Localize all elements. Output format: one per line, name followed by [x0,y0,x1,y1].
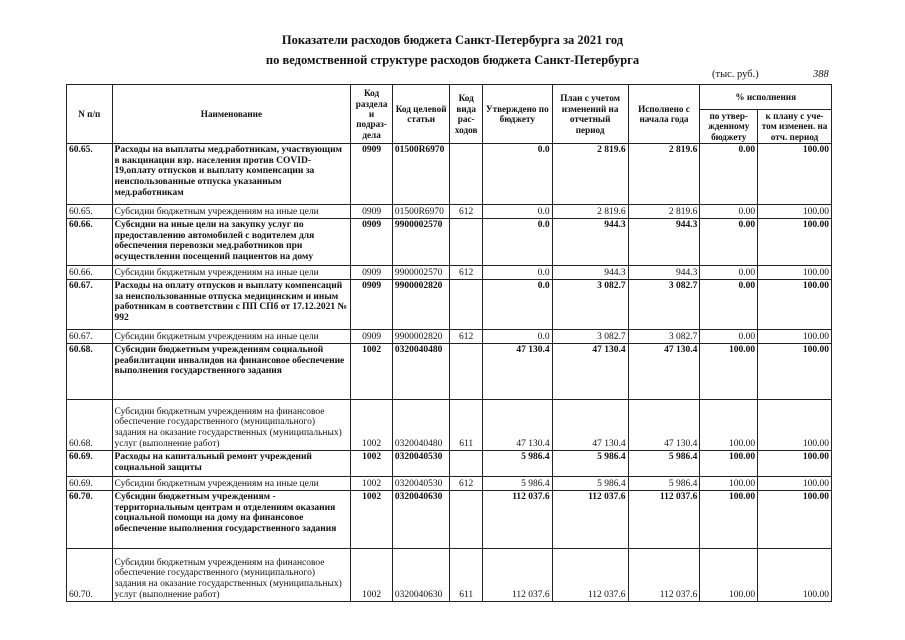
row-executed: 2 819.6 [628,144,700,205]
col-header-type: Код вида рас-ходов [450,85,482,144]
row-name: Расходы на оплату отпусков и выплату компенсаций за неиспользованные отпуска медицинским и иным работникам в соответствии с ПП СПб от 17.12.2021 № 992 [112,280,351,330]
row-target: 9900002570 [392,266,450,280]
row-target: 0320040530 [392,477,450,491]
row-section: 0909 [351,144,392,205]
row-executed: 47 130.4 [628,400,700,451]
row-pct-approved: 100.00 [700,549,758,602]
row-executed: 944.3 [628,266,700,280]
row-target: 0320040530 [392,451,450,477]
row-pct-approved: 100.00 [700,400,758,451]
row-plan: 2 819.6 [552,144,628,205]
row-type: 611 [450,400,482,451]
row-num: 60.68. [67,400,113,451]
row-plan: 47 130.4 [552,344,628,400]
row-num: 60.66. [67,266,113,280]
row-num: 60.70. [67,491,113,549]
row-plan: 2 819.6 [552,205,628,219]
row-pct-approved: 0.00 [700,280,758,330]
table-row [67,205,832,219]
row-section: 0909 [351,205,392,219]
row-name: Расходы на выплаты мед.работникам, участвующим в вакцинации взр. населения против COVID-19,оплату отпусков и выплату компенсации за неиспользованные отпуска указанным мед.работникам [112,144,351,205]
row-num: 60.70. [67,549,113,602]
row-pct-plan: 100.00 [758,451,832,477]
row-type: 612 [450,330,482,344]
row-pct-approved: 0.00 [700,205,758,219]
row-pct-approved: 0.00 [700,219,758,266]
document-subtitle: по ведомственной структуре расходов бюджета Санкт-Петербурга [265,53,640,67]
table-row [67,477,832,491]
row-name: Субсидии бюджетным учреждениям на иные цели [112,266,351,280]
row-executed: 944.3 [628,219,700,266]
row-plan: 944.3 [552,266,628,280]
row-num: 60.65. [67,205,113,219]
row-pct-approved: 100.00 [700,491,758,549]
row-executed: 3 082.7 [628,330,700,344]
row-pct-plan: 100.00 [758,344,832,400]
col-header-name: Наименование [112,85,351,144]
row-plan: 112 037.6 [552,491,628,549]
col-header-num: N п/п [67,85,113,144]
row-type: 612 [450,477,482,491]
row-section: 1002 [351,549,392,602]
row-approved: 0.0 [482,219,552,266]
row-name: Расходы на капитальный ремонт учреждений социальной защиты [112,451,351,477]
table-row [67,280,832,330]
table-row [67,144,832,205]
col-header-pct-approved: по утвер-жденному бюджету [700,110,758,144]
row-approved: 0.0 [482,266,552,280]
row-num: 60.69. [67,477,113,491]
row-executed: 112 037.6 [628,549,700,602]
page-number: 388 [813,69,829,80]
col-header-approved: Утверждено по бюджету [482,85,552,144]
row-executed: 2 819.6 [628,205,700,219]
units-label: (тыс. руб.) [712,69,759,80]
row-section: 1002 [351,491,392,549]
row-target: 0320040480 [392,400,450,451]
row-plan: 112 037.6 [552,549,628,602]
row-target: 01500R6970 [392,205,450,219]
row-num: 60.66. [67,219,113,266]
row-target: 9900002820 [392,330,450,344]
row-pct-plan: 100.00 [758,330,832,344]
row-name: Субсидии бюджетным учреждениям социальной реабилитации инвалидов на финансовое обеспечение выполнения государственного задания [112,344,351,400]
row-plan: 3 082.7 [552,280,628,330]
row-section: 0909 [351,266,392,280]
row-approved: 112 037.6 [482,549,552,602]
row-num: 60.69. [67,451,113,477]
row-approved: 0.0 [482,280,552,330]
col-header-plan: План с учетом изменений на отчетный период [552,85,628,144]
row-section: 0909 [351,280,392,330]
row-section: 1002 [351,344,392,400]
row-pct-plan: 100.00 [758,477,832,491]
row-approved: 0.0 [482,144,552,205]
row-name: Субсидии бюджетным учреждениям на иные цели [112,477,351,491]
col-header-section: Код раздела и подраз-дела [351,85,392,144]
row-plan: 944.3 [552,219,628,266]
row-type [450,491,482,549]
row-section: 1002 [351,451,392,477]
row-name: Субсидии на иные цели на закупку услуг по предоставлению автомобилей с водителем для обеспечения перевозки мед.работников при осуществлении посещений пациентов на дому [112,219,351,266]
col-header-target: Код целевой статьи [392,85,450,144]
row-pct-approved: 0.00 [700,144,758,205]
row-pct-plan: 100.00 [758,400,832,451]
row-num: 60.67. [67,330,113,344]
row-name: Субсидии бюджетным учреждениям на финансовое обеспечение государственного (муниципального) задания на оказание государственных (муниципальных) услуг (выполнение работ) [112,400,351,451]
row-type: 612 [450,205,482,219]
row-pct-plan: 100.00 [758,549,832,602]
row-type [450,144,482,205]
document-title: Показатели расходов бюджета Санкт-Петербурга за 2021 год [281,33,624,47]
table-row [67,219,832,266]
row-pct-plan: 100.00 [758,144,832,205]
row-approved: 0.0 [482,330,552,344]
col-header-executed: Исполнено с начала года [628,85,700,144]
row-name: Субсидии бюджетным учреждениям - территориальным центрам и отделениям оказания социальной помощи на дому на финансовое обеспечение выполнения государственного задания [112,491,351,549]
table-row [67,330,832,344]
row-target: 0320040480 [392,344,450,400]
row-target: 9900002570 [392,219,450,266]
row-plan: 5 986.4 [552,451,628,477]
row-executed: 3 082.7 [628,280,700,330]
row-name: Субсидии бюджетным учреждениям на иные цели [112,330,351,344]
row-plan: 5 986.4 [552,477,628,491]
row-pct-approved: 100.00 [700,477,758,491]
row-plan: 3 082.7 [552,330,628,344]
row-type: 611 [450,549,482,602]
row-pct-approved: 100.00 [700,344,758,400]
row-plan: 47 130.4 [552,400,628,451]
budget-table [66,84,832,602]
table-row [67,266,832,280]
row-section: 1002 [351,477,392,491]
table-row [67,491,832,549]
row-type: 612 [450,266,482,280]
row-pct-plan: 100.00 [758,219,832,266]
row-executed: 47 130.4 [628,344,700,400]
row-target: 0320040630 [392,491,450,549]
row-type [450,451,482,477]
row-type [450,280,482,330]
page-edge [60,627,840,640]
row-target: 9900002820 [392,280,450,330]
table-body [67,144,832,602]
row-approved: 47 130.4 [482,344,552,400]
row-pct-plan: 100.00 [758,205,832,219]
row-name: Субсидии бюджетным учреждениям на иные цели [112,205,351,219]
table-row [67,451,832,477]
row-section: 0909 [351,330,392,344]
row-pct-approved: 0.00 [700,330,758,344]
row-num: 60.68. [67,344,113,400]
row-executed: 112 037.6 [628,491,700,549]
col-header-pct-plan: к плану с уче-том изменен. на отч. период [758,110,832,144]
row-target: 01500R6970 [392,144,450,205]
col-header-pct-group: % исполнения [700,85,832,110]
row-type [450,344,482,400]
row-pct-approved: 100.00 [700,451,758,477]
row-section: 1002 [351,400,392,451]
row-target: 0320040630 [392,549,450,602]
row-pct-approved: 0.00 [700,266,758,280]
row-approved: 0.0 [482,205,552,219]
row-num: 60.67. [67,280,113,330]
row-section: 0909 [351,219,392,266]
row-approved: 112 037.6 [482,491,552,549]
row-type [450,219,482,266]
row-approved: 5 986.4 [482,477,552,491]
row-executed: 5 986.4 [628,477,700,491]
table-row [67,400,832,451]
row-pct-plan: 100.00 [758,280,832,330]
row-pct-plan: 100.00 [758,491,832,549]
row-num: 60.65. [67,144,113,205]
row-executed: 5 986.4 [628,451,700,477]
row-pct-plan: 100.00 [758,266,832,280]
row-approved: 5 986.4 [482,451,552,477]
table-row [67,549,832,602]
row-name: Субсидии бюджетным учреждениям на финансовое обеспечение государственного (муниципального) задания на оказание государственных (муниципальных) услуг (выполнение работ) [112,549,351,602]
row-approved: 47 130.4 [482,400,552,451]
table-row [67,344,832,400]
